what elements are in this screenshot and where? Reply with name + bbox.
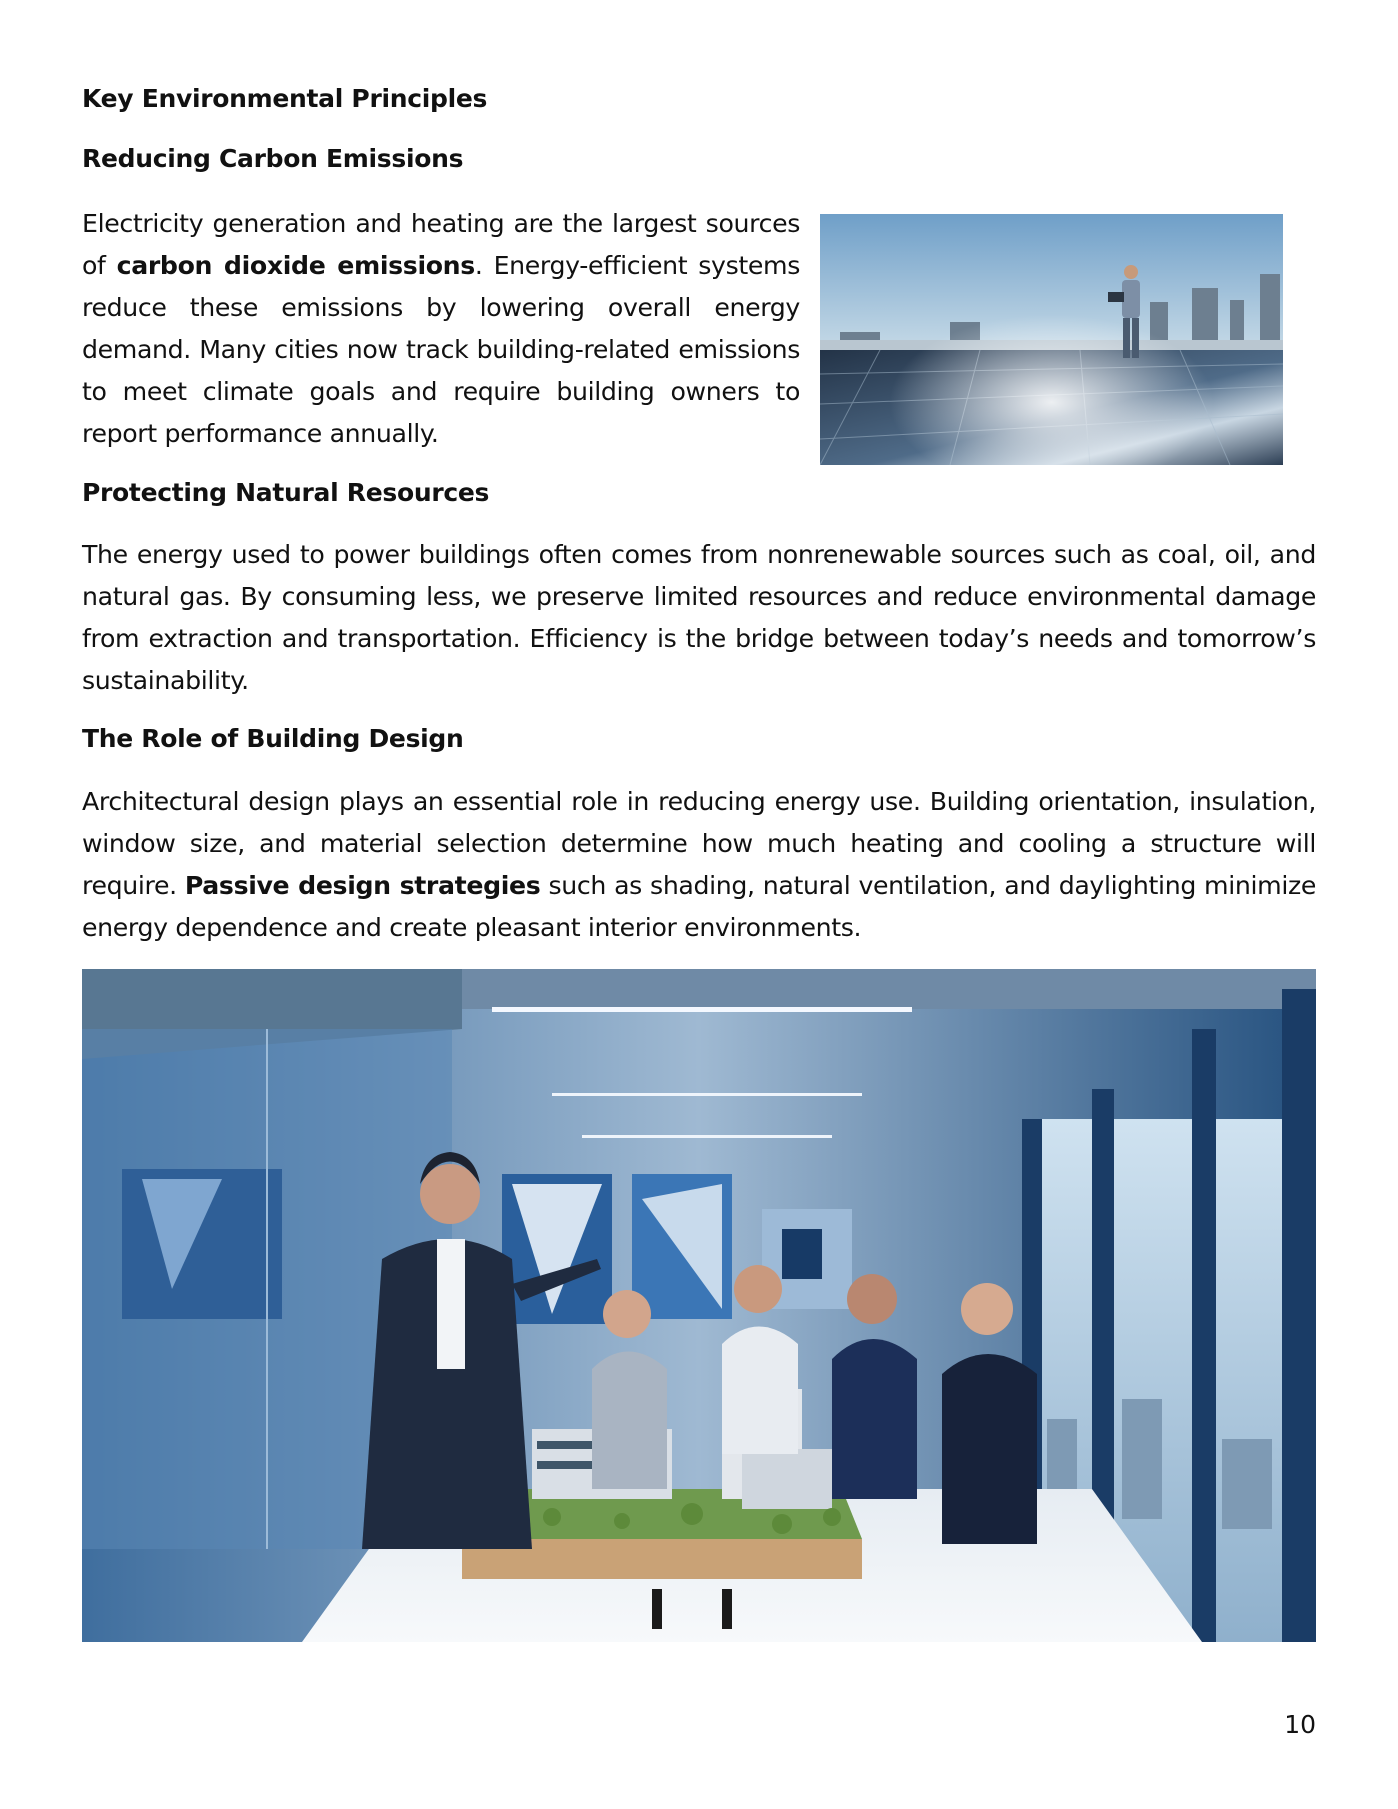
text-run: such as shading, natural ventilation, and daylighting minimize energy dependence and create pleasant interior environments.	[82, 871, 1316, 942]
paragraph-carbon-emissions	[82, 203, 800, 455]
solar-panel-technician-photo	[820, 214, 1283, 465]
subheading-building-design: The Role of Building Design	[82, 724, 464, 753]
architecture-meeting-photo	[82, 969, 1316, 1642]
bold-term-passive-design: Passive design strategies	[184, 871, 541, 900]
text-run: . Energy-efficient systems reduce these emissions by lowering overall energy demand. Many cities now track building-related emissions to meet climate goals and require building owners to report performance annually.	[82, 251, 800, 448]
subheading-carbon-emissions: Reducing Carbon Emissions	[82, 144, 464, 173]
section-heading-key-principles: Key Environmental Principles	[82, 84, 488, 113]
subheading-natural-resources: Protecting Natural Resources	[82, 478, 490, 507]
text-run: Architectural design plays an essential role in reducing energy use. Building orientation, insulation, window size, and material selection determine how much heating and cooling a structure will require.	[82, 787, 1316, 900]
paragraph-natural-resources: The energy used to power buildings often comes from nonrenewable sources such as coal, oil, and natural gas. By consuming less, we preserve limited resources and reduce environmental damage from extraction and transportation. Efficiency is the bridge between today’s needs and tomorrow’s sustainability.	[82, 540, 1316, 695]
page-number: 10	[1284, 1710, 1316, 1739]
bold-term-carbon-dioxide: carbon dioxide emissions	[116, 251, 475, 280]
paragraph-building-design	[82, 781, 1316, 949]
text-run: Electricity generation and heating are the largest sources of	[82, 209, 800, 280]
